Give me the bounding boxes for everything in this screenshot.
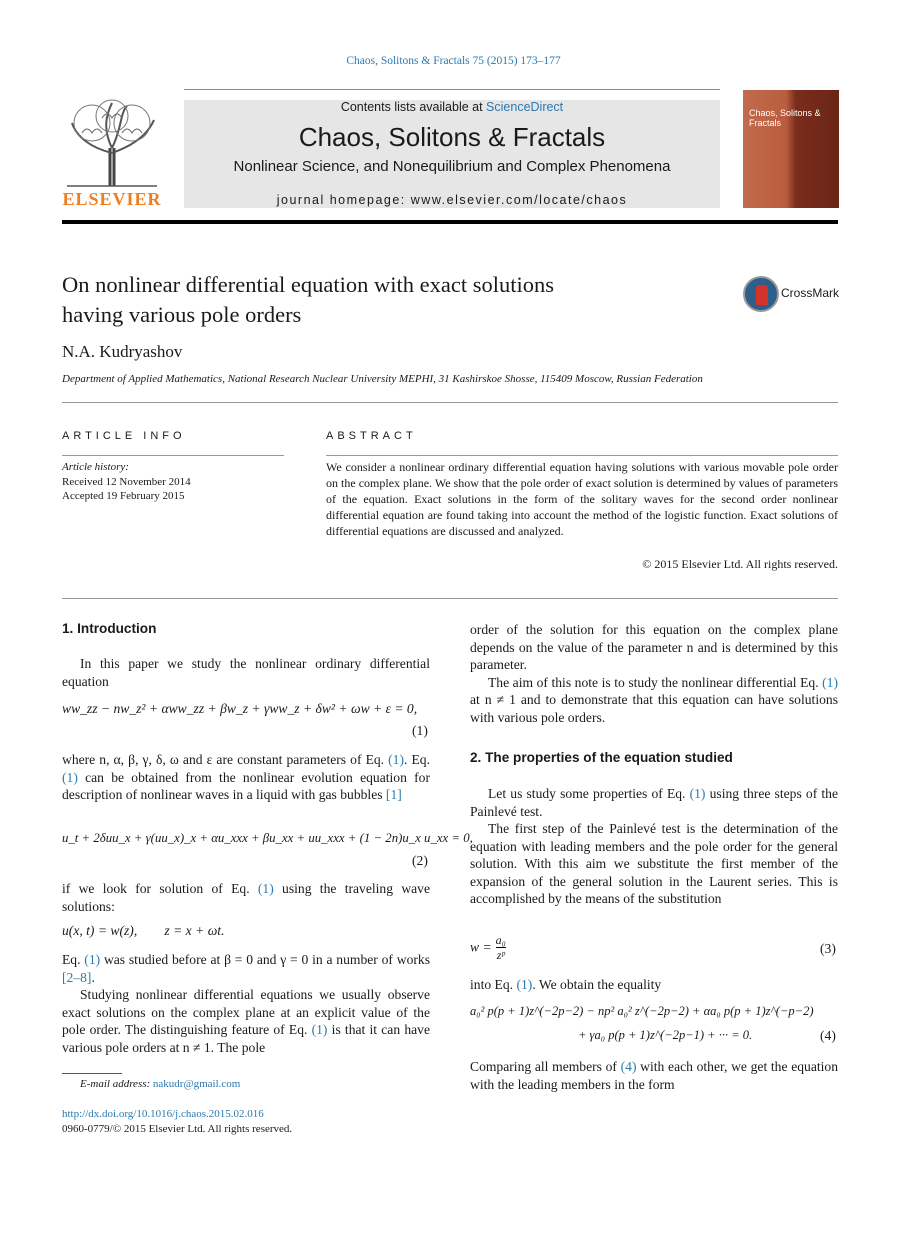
equation-ref[interactable]: (1)	[62, 769, 78, 785]
article-title: On nonlinear differential equation with exact solutions having various pole orders	[62, 272, 554, 327]
journal-cover[interactable]	[743, 90, 839, 208]
equation-number: (3)	[820, 941, 836, 956]
abstract-text: We consider a nonlinear ordinary differential equation having solutions with various movable pole order on the complex plane. We show that the pole order of exact solution is determined by values of parameters of the equation. Exact solutions in the form of the solitary waves for the second order nonlinear differential equation are found taking into account the method of the logistic function. Exact solutions of differential equations are discussed and analyzed.	[326, 460, 838, 538]
equation-number: (1)	[412, 723, 428, 738]
paragraph: order of the solution for this equation on the complex plane depends on the value of the parameter n and is determined by this parameter. The aim of this note is to study the nonlinear differential Eq. (1) at n ≠ 1 and to demonstrate that this equation can have solutions with various pole orders.	[470, 622, 838, 725]
reference-link[interactable]: [1]	[385, 787, 402, 802]
traveling-wave-equation: u(x, t) = w(z), z = x + ωt.	[62, 923, 225, 938]
equation-number: (2)	[412, 853, 428, 868]
article-info-heading: ARTICLE INFO	[62, 430, 186, 442]
journal-homepage: journal homepage: www.elsevier.com/locate/chaos	[276, 193, 628, 207]
abstract-copyright: © 2015 Elsevier Ltd. All rights reserved.	[642, 557, 838, 571]
equation-ref[interactable]: (1)	[516, 977, 533, 992]
paragraph: Eq. (1) was studied before at β = 0 and γ = 0 in a number of works [2–8]. Studying nonlinear differential equations we usually observe exact solutions on the complex plane at an explicit value of the pole order. The distinguishing feature of Eq. (1) is that it can have various pole orders at n ≠ 1. The pole	[62, 952, 430, 1055]
section-heading: 2. The properties of the equation studied	[470, 750, 733, 765]
header-top-rule	[184, 89, 720, 90]
equation-ref[interactable]: (4)	[620, 1059, 637, 1074]
equation-4-line1: a₀² p(p + 1)z^(−2p−2) − np² a₀² z^(−2p−2) + αa₀ p(p + 1)z^(−p−2)	[470, 1004, 814, 1018]
divider	[62, 455, 284, 456]
paragraph: Let us study some properties of Eq. (1) using three steps of the Painlevé test. The first step of the Painlevé test is the determination of the equation with leading members and the pole order for the general solution. With this aim we substitute the first member of the expansion of the general solution in the Laurent series. This is accomplished by the means of the substitution	[470, 786, 838, 906]
crossmark-icon	[743, 276, 779, 312]
journal-citation[interactable]: Chaos, Solitons & Fractals 75 (2015) 173–177	[346, 55, 561, 67]
tree-icon	[62, 98, 162, 188]
section-heading: 1. Introduction	[62, 621, 157, 636]
divider	[62, 402, 838, 403]
reference-link[interactable]: [2–8]	[62, 969, 92, 985]
equation-ref[interactable]: (1)	[822, 674, 838, 690]
homepage-link[interactable]: www.elsevier.com/locate/chaos	[410, 193, 628, 207]
equation-1: ww_zz − nw_z² + αww_zz + βw_z + γww_z + δw² + ωw + ε = 0,	[62, 701, 418, 716]
equation-2: u_t + 2δuu_x + γ(uu_x)_x + αu_xxx + βu_xx + uu_xxx + (1 − 2n)u_x u_xx = 0,	[62, 831, 473, 845]
equation-number: (4)	[820, 1028, 836, 1043]
contents-line: Contents lists available at ScienceDirect	[340, 100, 564, 114]
footnote-rule	[62, 1073, 122, 1074]
equation-3: w = $\frac{\text{a₀}}{\text{zᵖ}}$	[470, 933, 506, 962]
article-history: Article history: Received 12 November 2014 Accepted 19 February 2015	[62, 461, 191, 502]
author-name: N.A. Kudryashov	[62, 342, 183, 361]
paragraph: into Eq. (1). We obtain the equality	[470, 977, 662, 992]
sciencedirect-link[interactable]: ScienceDirect	[486, 100, 564, 114]
equation-ref[interactable]: (1)	[84, 952, 101, 967]
paragraph: where n, α, β, γ, δ, ω and ε are constant parameters of Eq. (1). Eq. (1) can be obtained from the nonlinear evolution equation for description of nonlinear waves in a liquid with gas bubbles [1]	[62, 752, 430, 802]
author-affiliation: Department of Applied Mathematics, National Research Nuclear University MEPHI, 31 Kashirskoe Shosse, 115409 Moscow, Russian Federation	[62, 373, 703, 385]
email-footnote: E-mail address: nakudr@gmail.com	[80, 1078, 241, 1090]
cover-title: Chaos, Solitons & Fractals	[749, 108, 821, 128]
equation-ref[interactable]: (1)	[689, 786, 706, 801]
paragraph: if we look for solution of Eq. (1) using the traveling wave solutions:	[62, 881, 431, 914]
abstract-heading: ABSTRACT	[326, 430, 417, 442]
doi-link[interactable]: http://dx.doi.org/10.1016/j.chaos.2015.02.016	[62, 1108, 264, 1120]
issn-line: 0960-0779/© 2015 Elsevier Ltd. All rights reserved.	[62, 1123, 293, 1135]
publisher-logo-text: ELSEVIER	[62, 189, 162, 209]
divider	[62, 598, 838, 599]
journal-banner	[184, 100, 720, 208]
equation-ref[interactable]: (1)	[388, 752, 405, 767]
equation-4-line2: + γa₀ p(p + 1)z^(−2p−1) + ··· = 0.	[578, 1028, 753, 1042]
journal-name: Chaos, Solitons & Fractals	[298, 122, 606, 152]
crossmark-badge[interactable]	[743, 276, 843, 312]
email-link[interactable]: nakudr@gmail.com	[152, 1078, 241, 1090]
journal-subtitle: Nonlinear Science, and Nonequilibrium and Complex Phenomena	[233, 158, 671, 175]
elsevier-logo	[62, 98, 162, 210]
paragraph: Comparing all members of (4) with each other, we get the equation with the leading members in the form	[470, 1059, 839, 1092]
paragraph: In this paper we study the nonlinear ordinary differential equation	[62, 656, 430, 689]
equation-ref[interactable]: (1)	[257, 881, 274, 896]
header-divider	[62, 220, 838, 224]
equation-ref[interactable]: (1)	[311, 1022, 328, 1037]
crossmark-label: CrossMark	[781, 286, 840, 300]
divider	[326, 455, 838, 456]
